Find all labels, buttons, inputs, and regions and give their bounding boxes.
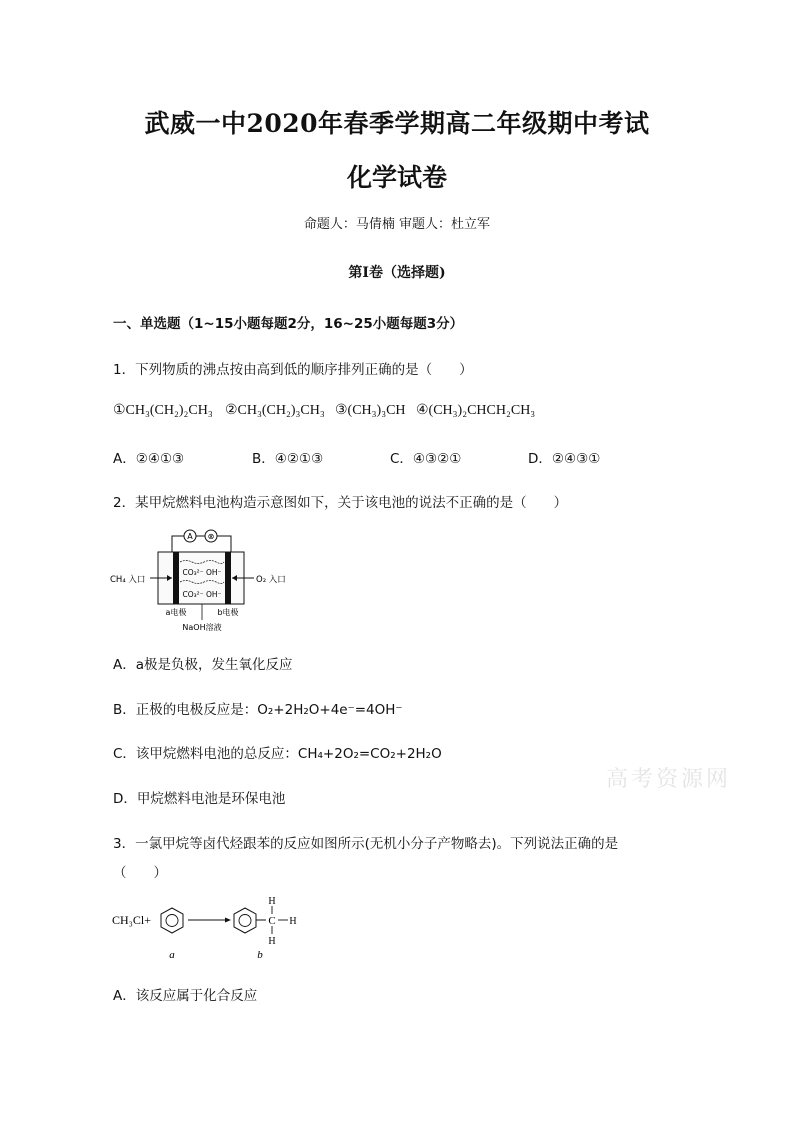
q1-compound-3: ③(CH₃)₃CH [335,403,406,418]
authors-line: 命题人：马倩楠 审题人：杜立军 [303,217,491,232]
q3-stem: 3．一氯甲烷等卤代烃跟苯的反应如图所示(无机小分子产物略去)。下列说法正确的是 [113,836,619,852]
q2-option-b[interactable]: B．正极的电极反应是：O₂+2H₂O+4e⁻=4OH⁻ [113,702,403,718]
q1-option-c[interactable]: C．④③②① [390,451,462,467]
watermark: 高考资源网 [606,767,732,792]
atom-h-bottom: H [268,936,276,947]
ch4-inlet-label: CH₄ 入口 [110,575,146,585]
ions-top: CO₃²⁻ OH⁻ [182,568,222,577]
q3-stem-cont: （ ） [113,865,167,881]
exam-subtitle: 化学试卷 [346,163,447,192]
q1-option-a[interactable]: A．②④①③ [113,451,185,467]
q1-compound-4: ④(CH₃)₂CHCH₂CH₃ [416,403,536,418]
fuel-cell-diagram [110,526,300,636]
benzene-ring-a [161,908,183,933]
q1-compound-1: ①CH₃(CH₂)₂CH₃ [113,403,213,418]
q1-stem: 1．下列物质的沸点按由高到低的顺序排列正确的是（ ） [113,362,473,378]
reaction-scheme [110,894,310,964]
o2-inlet-label: O₂ 入口 [256,575,286,585]
ions-bottom: CO₃²⁻ OH⁻ [182,590,222,599]
q2-option-d[interactable]: D．甲烷燃料电池是环保电池 [113,791,286,807]
exam-title: 武威一中2020年春季学期高二年级期中考试 [144,109,650,138]
q2-option-c[interactable]: C．该甲烷燃料电池的总反应：CH₄+2O₂=CO₂+2H₂O [113,746,442,762]
q3-option-a[interactable]: A．该反应属于化合反应 [113,988,258,1004]
label-b: b [257,949,263,961]
atom-h-right: H [289,916,297,927]
atom-c: C [268,915,276,927]
electrode-b-label: b电极 [217,608,239,617]
q1-compound-2: ②CH₃(CH₂)₃CH₃ [225,403,325,418]
section-label: 第Ⅰ卷（选择题) [348,265,446,281]
label-a: a [169,949,175,961]
reactant-label: CH₃Cl+ [112,913,151,927]
electrode-b [225,552,231,604]
lamp-symbol: ⊗ [207,532,215,541]
part-heading: 一、单选题（1~15小题每题2分，16~25小题每题3分） [113,316,464,332]
ammeter-label: A [187,532,193,541]
q1-option-b[interactable]: B．④②①③ [252,451,324,467]
q2-stem: 2．某甲烷燃料电池构造示意图如下，关于该电池的说法不正确的是（ ） [113,495,568,511]
q2-option-a[interactable]: A．a极是负极，发生氧化反应 [113,657,293,673]
q1-option-d[interactable]: D．②④③① [528,451,601,467]
electrolyte-label: NaOH溶液 [182,623,222,632]
atom-h-top: H [268,896,276,907]
electrode-a-label: a电极 [165,608,187,617]
benzene-ring-b [234,908,256,933]
electrode-a [173,552,179,604]
